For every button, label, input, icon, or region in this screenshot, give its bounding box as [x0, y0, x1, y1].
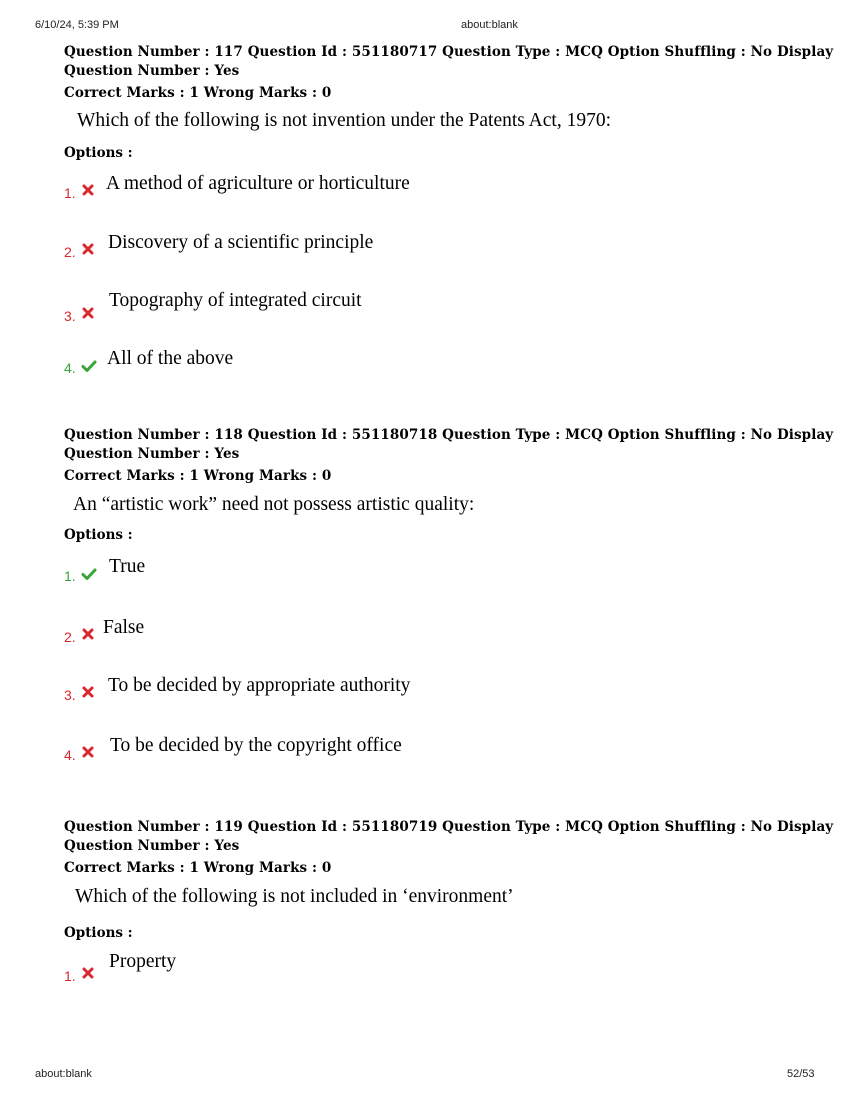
option-number: 1. — [64, 968, 76, 984]
question-marks: Correct Marks : 1 Wrong Marks : 0 — [64, 85, 332, 101]
options-label: Options : — [64, 145, 133, 161]
option-row — [64, 951, 564, 984]
option-number: 1. — [64, 185, 76, 201]
options-label: Options : — [64, 527, 133, 543]
option-row — [64, 290, 564, 324]
option-text: False — [103, 617, 145, 638]
option-text: To be decided by the copyright office — [110, 735, 402, 756]
option-text: All of the above — [107, 348, 234, 369]
option-number: 1. — [64, 568, 76, 584]
question-meta-line: Question Number : 118 Question Id : 551180718 Question Type : MCQ Option Shuffling : No Display — [64, 427, 834, 443]
option-row — [64, 556, 564, 586]
option-number: 2. — [64, 244, 76, 260]
option-text: A method of agriculture or horticulture — [106, 173, 410, 194]
check-icon — [81, 566, 97, 582]
cross-icon — [81, 242, 95, 256]
option-text: Discovery of a scientific principle — [108, 232, 374, 253]
question-block-119 — [64, 818, 834, 878]
option-number: 3. — [64, 687, 76, 703]
question-meta-line: Question Number : 117 Question Id : 551180717 Question Type : MCQ Option Shuffling : No Display — [64, 44, 834, 60]
option-text: Property — [109, 951, 177, 972]
question-marks: Correct Marks : 1 Wrong Marks : 0 — [64, 468, 332, 484]
option-number: 4. — [64, 360, 76, 376]
cross-icon — [81, 183, 95, 197]
option-row — [64, 617, 564, 647]
question-meta-line: Question Number : 119 Question Id : 551180719 Question Type : MCQ Option Shuffling : No Display — [64, 819, 834, 835]
check-icon — [81, 358, 97, 374]
question-text: An “artistic work” need not possess artistic quality: — [73, 494, 475, 515]
print-page-number: 52/53 — [787, 1068, 815, 1080]
cross-icon — [81, 745, 95, 759]
option-row — [64, 675, 564, 705]
option-row — [64, 735, 564, 765]
question-block-117 — [64, 43, 834, 103]
question-meta-line: Question Number : Yes — [64, 63, 240, 79]
options-label: Options : — [64, 925, 133, 941]
question-meta-line: Question Number : Yes — [64, 838, 240, 854]
option-row — [64, 173, 564, 203]
cross-icon — [81, 306, 95, 320]
question-meta-line: Question Number : Yes — [64, 446, 240, 462]
print-footer-url: about:blank — [35, 1068, 92, 1080]
option-number: 3. — [64, 308, 76, 324]
option-row — [64, 232, 564, 262]
option-text: True — [109, 556, 146, 577]
option-number: 4. — [64, 747, 76, 763]
cross-icon — [81, 627, 95, 641]
question-text: Which of the following is not invention under the Patents Act, 1970: — [77, 110, 612, 131]
option-text: Topography of integrated circuit — [109, 290, 362, 311]
cross-icon — [81, 966, 95, 980]
option-row — [64, 348, 564, 378]
cross-icon — [81, 685, 95, 699]
print-timestamp: 6/10/24, 5:39 PM — [35, 19, 119, 31]
question-marks: Correct Marks : 1 Wrong Marks : 0 — [64, 860, 332, 876]
option-number: 2. — [64, 629, 76, 645]
option-text: To be decided by appropriate authority — [108, 675, 411, 696]
question-text: Which of the following is not included in ‘environment’ — [75, 886, 514, 907]
print-page-title: about:blank — [461, 19, 518, 31]
question-block-118 — [64, 426, 834, 486]
